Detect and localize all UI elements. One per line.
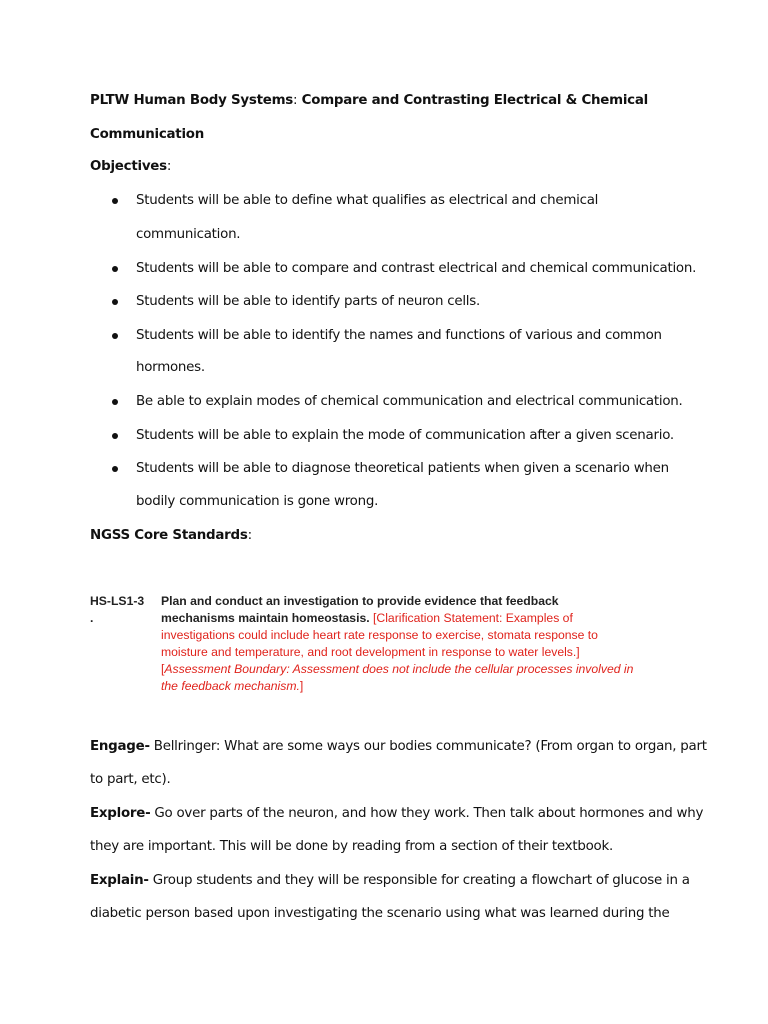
standard-code: HS-LS1-3 bbox=[90, 594, 145, 608]
assessment-boundary-line-2 bbox=[161, 678, 303, 695]
explain-label: Explain- bbox=[90, 873, 149, 888]
bullet-icon bbox=[112, 299, 118, 305]
objective-item-continuation: hormones. bbox=[136, 360, 205, 375]
objective-item: Students will be able to identify the names and functions of various and common bbox=[136, 328, 662, 343]
bullet-icon bbox=[112, 198, 118, 204]
bullet-icon bbox=[112, 433, 118, 439]
standard-statement-line: Plan and conduct an investigation to provide evidence that feedback bbox=[161, 594, 559, 608]
title-rest: Compare and Contrasting Electrical & Chemical bbox=[297, 93, 648, 108]
explain-paragraph-line-1 bbox=[90, 872, 690, 890]
document-title-line-2: Communication bbox=[90, 127, 205, 142]
ngss-heading-text: NGSS Core Standards bbox=[90, 528, 248, 543]
bullet-icon bbox=[112, 466, 118, 472]
standard-statement-end: mechanisms maintain homeostasis. bbox=[161, 611, 370, 625]
standard-code-dot: . bbox=[90, 611, 94, 625]
ngss-heading bbox=[90, 527, 252, 545]
ngss-heading-colon: : bbox=[247, 528, 252, 543]
objective-item: Students will be able to compare and contrast electrical and chemical communication. bbox=[136, 261, 697, 276]
bullet-icon bbox=[112, 399, 118, 405]
explain-text: Group students and they will be responsible for creating a flowchart of glucose in a bbox=[148, 873, 690, 888]
objectives-heading-colon: : bbox=[166, 159, 172, 174]
objective-item: Students will be able to diagnose theoretical patients when given a scenario when bbox=[136, 461, 669, 476]
explain-paragraph-line-2: diabetic person based upon investigating the scenario using what was learned during the bbox=[90, 906, 670, 921]
engage-paragraph-line-2: to part, etc). bbox=[90, 772, 171, 787]
standard-statement-line-2 bbox=[161, 610, 573, 627]
explore-paragraph-line-1 bbox=[90, 805, 703, 823]
bracket-open: [ bbox=[161, 662, 165, 676]
clarification-line: investigations could include heart rate response to exercise, stomata response to bbox=[161, 628, 598, 642]
title-colon: : bbox=[293, 93, 298, 108]
objective-item: Be able to explain modes of chemical communication and electrical communication. bbox=[136, 394, 683, 409]
explore-paragraph-line-2: they are important. This will be done by reading from a section of their textbook. bbox=[90, 839, 614, 854]
document-title-line-1 bbox=[90, 92, 648, 110]
objective-item: Students will be able to explain the mode of communication after a given scenario. bbox=[136, 428, 674, 443]
objectives-heading bbox=[90, 158, 171, 176]
bracket-close: ] bbox=[299, 679, 304, 693]
title-prefix: PLTW Human Body Systems bbox=[90, 93, 293, 108]
engage-label: Engage- bbox=[90, 739, 150, 754]
engage-paragraph-line-1 bbox=[90, 738, 707, 756]
assessment-boundary-text: Assessment Boundary: Assessment does not include the cellular processes involved in bbox=[164, 662, 634, 676]
clarification-start: [Clarification Statement: Examples of bbox=[373, 611, 573, 625]
explore-text: Go over parts of the neuron, and how they work. Then talk about hormones and why bbox=[150, 806, 704, 821]
assessment-boundary-end: the feedback mechanism. bbox=[161, 679, 300, 693]
assessment-boundary-line bbox=[161, 661, 633, 678]
objective-item-continuation: bodily communication is gone wrong. bbox=[136, 494, 379, 509]
bullet-icon bbox=[112, 266, 118, 272]
objective-item-continuation: communication. bbox=[136, 227, 241, 242]
explore-label: Explore- bbox=[90, 806, 151, 821]
bullet-icon bbox=[112, 333, 118, 339]
engage-text: Bellringer: What are some ways our bodies communicate? (From organ to organ, part bbox=[149, 739, 707, 754]
objectives-heading-text: Objectives bbox=[90, 159, 167, 174]
objective-item: Students will be able to define what qualifies as electrical and chemical bbox=[136, 193, 599, 208]
clarification-line: moisture and temperature, and root development in response to water levels.] bbox=[161, 645, 580, 659]
objective-item: Students will be able to identify parts of neuron cells. bbox=[136, 294, 480, 309]
